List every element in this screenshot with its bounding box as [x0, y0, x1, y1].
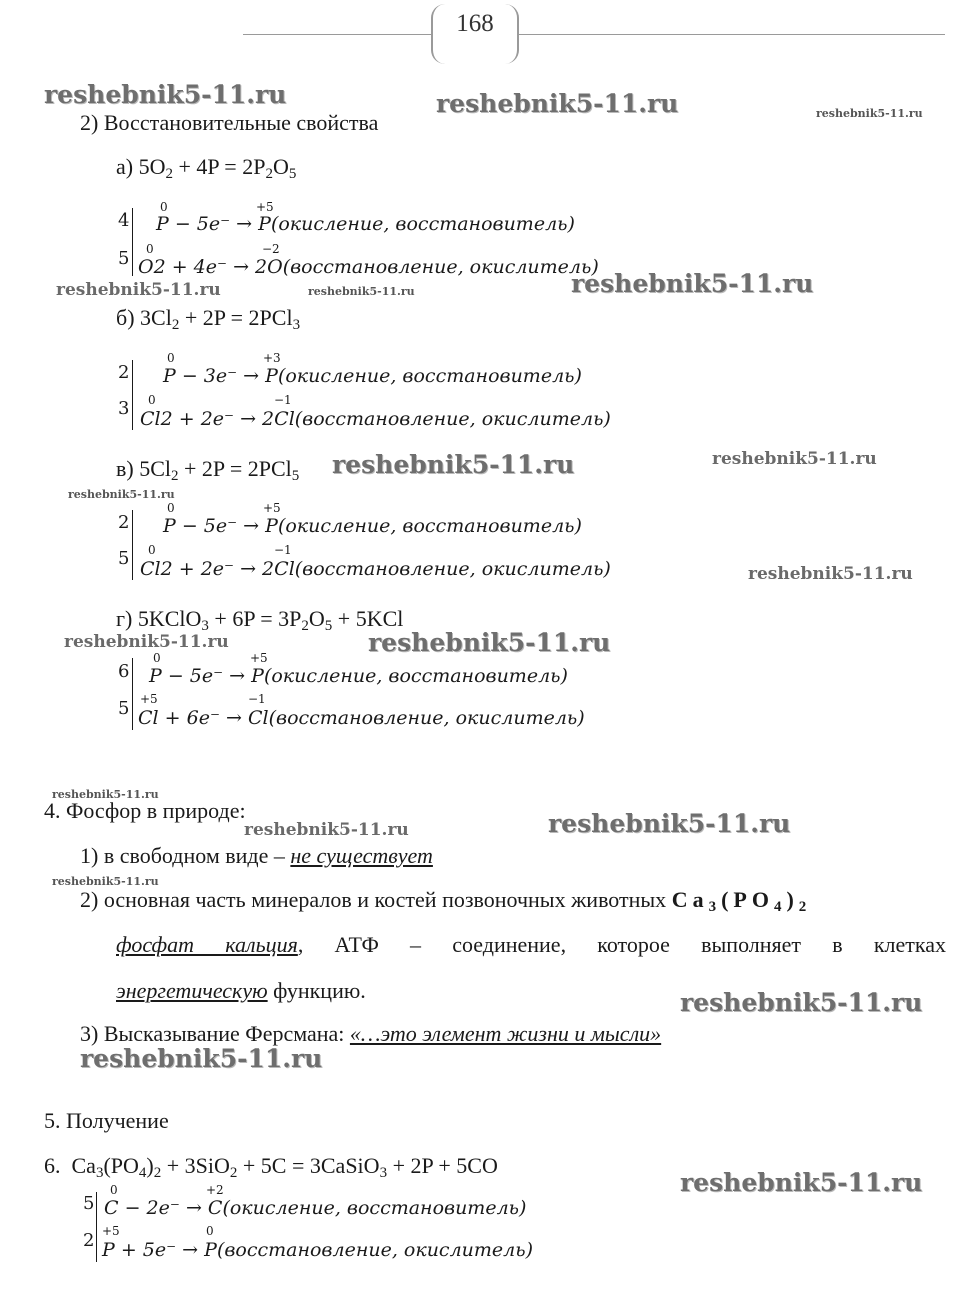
half-reaction-reduction: Cl + 6e⁻ → Cl(восстановление, окислитель) [138, 707, 585, 729]
header-rule-right [517, 34, 945, 35]
balance-coefficient: 5 [118, 248, 130, 269]
oxidation-state: −1 [274, 393, 292, 407]
oxidation-state: 0 [167, 501, 175, 515]
watermark: reshebnik5-11.ru [308, 285, 415, 298]
watermark: reshebnik5-11.ru [64, 632, 229, 652]
half-reaction-oxidation: P − 5e⁻ → P(окисление, восстановитель) [156, 213, 575, 235]
oxidation-state: +5 [263, 501, 281, 515]
balance-coefficient: 2 [118, 362, 130, 383]
half-reaction-reduction: Cl2 + 2e⁻ → 2Cl(восстановление, окислитель) [140, 558, 611, 580]
watermark: reshebnik5-11.ru [680, 1168, 923, 1197]
oxidation-state: 0 [146, 242, 154, 256]
oxidation-state: +5 [256, 200, 274, 214]
watermark: reshebnik5-11.ru [52, 875, 159, 888]
balance-divider [132, 510, 133, 580]
oxidation-state: +5 [250, 651, 268, 665]
balance-divider [96, 1192, 97, 1262]
watermark: reshebnik5-11.ru [436, 89, 679, 118]
oxidation-state: 0 [167, 351, 175, 365]
balance-divider [132, 208, 133, 276]
watermark: reshebnik5-11.ru [368, 628, 611, 657]
reaction-equation: а) $5O_2 + 4P = 2P_2O_5$ [116, 154, 297, 182]
balance-divider [132, 658, 133, 730]
answer: «…это элемент жизни и мысли» [349, 1021, 662, 1046]
oxidation-state: −1 [274, 543, 292, 557]
balance-divider [132, 360, 133, 430]
answer: фосфат кальция [116, 932, 298, 957]
chemical-formula: $Ca_3(PO_4)_2$ [671, 887, 812, 915]
oxidation-state: 0 [153, 651, 161, 665]
oxidation-state: −1 [248, 692, 266, 706]
watermark: reshebnik5-11.ru [56, 280, 221, 300]
balance-coefficient: 2 [83, 1230, 95, 1251]
half-reaction-reduction: O2 + 4e⁻ → 2O(восстановление, окислитель) [138, 256, 599, 278]
balance-coefficient: 4 [118, 210, 130, 231]
half-reaction-reduction: P + 5e⁻ → P(восстановление, окислитель) [102, 1239, 534, 1261]
oxidation-state: 0 [148, 543, 156, 557]
list-item: 1) в свободном виде – не существует [80, 843, 433, 868]
watermark: reshebnik5-11.ru [571, 269, 814, 298]
reaction-equation: в) $5Cl_2 + 2P = 2PCl_5$ [116, 456, 300, 484]
half-reaction-oxidation: C − 2e⁻ → C(окисление, восстановитель) [104, 1197, 527, 1219]
oxidation-state: +5 [140, 692, 158, 706]
list-item: 3) Высказывание Ферсмана: «…это элемент жизни и мысли» [80, 1021, 662, 1046]
watermark: reshebnik5-11.ru [244, 820, 409, 840]
oxidation-state: +5 [102, 1224, 120, 1238]
section-title: 5. Получение [44, 1108, 169, 1133]
watermark: reshebnik5-11.ru [68, 488, 175, 501]
half-reaction-oxidation: P − 5e⁻ → P(окисление, восстановитель) [163, 515, 582, 537]
section-title: 4. Фосфор в природе: [44, 798, 246, 823]
reaction-equation: б) $3Cl_2 + 2P = 2PCl_3$ [116, 305, 301, 333]
list-item-continuation: фосфат кальция, АТФ – соединение, которое выполняет в клетках [116, 932, 946, 957]
oxidation-state: −2 [262, 242, 280, 256]
half-reaction-oxidation: P − 5e⁻ → P(окисление, восстановитель) [149, 665, 568, 687]
header-rule-left [243, 34, 433, 35]
balance-coefficient: 3 [118, 398, 130, 419]
balance-coefficient: 2 [118, 512, 130, 533]
balance-coefficient: 5 [83, 1193, 95, 1214]
half-reaction-reduction: Cl2 + 2e⁻ → 2Cl(восстановление, окислитель) [140, 408, 611, 430]
watermark: reshebnik5-11.ru [816, 107, 923, 120]
balance-coefficient: 5 [118, 698, 130, 719]
watermark: reshebnik5-11.ru [680, 988, 923, 1017]
page-number: 168 [456, 10, 494, 37]
answer: не существует [290, 843, 433, 868]
oxidation-state: 0 [206, 1224, 214, 1238]
answer: энергетическую [116, 978, 268, 1003]
watermark: reshebnik5-11.ru [712, 449, 877, 469]
list-item-continuation: энергетическую функцию. [116, 978, 366, 1003]
reaction-equation: 6. $Ca_3(PO_4)_2 + 3SiO_2 + 5C$ = 3CaSiO$_3$ + 2P + 5CO [44, 1153, 498, 1181]
half-reaction-oxidation: P − 3e⁻ → P(окисление, восстановитель) [163, 365, 582, 387]
oxidation-state: +2 [206, 1183, 224, 1197]
watermark: reshebnik5-11.ru [748, 564, 913, 584]
watermark: reshebnik5-11.ru [332, 450, 575, 479]
list-item: 2) основная часть минералов и костей позвоночных животных $Ca_3(PO_4)_2$ [80, 887, 812, 915]
reaction-equation: г) 5KClO$_3$ + $6P = 3P_2O_5 + 5KCl$ [116, 606, 404, 634]
oxidation-state: 0 [148, 393, 156, 407]
oxidation-state: +3 [263, 351, 281, 365]
watermark: reshebnik5-11.ru [44, 80, 287, 109]
oxidation-state: 0 [110, 1183, 118, 1197]
watermark: reshebnik5-11.ru [80, 1044, 323, 1073]
watermark: reshebnik5-11.ru [52, 788, 159, 801]
watermark: reshebnik5-11.ru [548, 809, 791, 838]
balance-coefficient: 5 [118, 548, 130, 569]
section-title: 2) Восстановительные свойства [80, 110, 379, 135]
oxidation-state: 0 [160, 200, 168, 214]
balance-coefficient: 6 [118, 661, 130, 682]
